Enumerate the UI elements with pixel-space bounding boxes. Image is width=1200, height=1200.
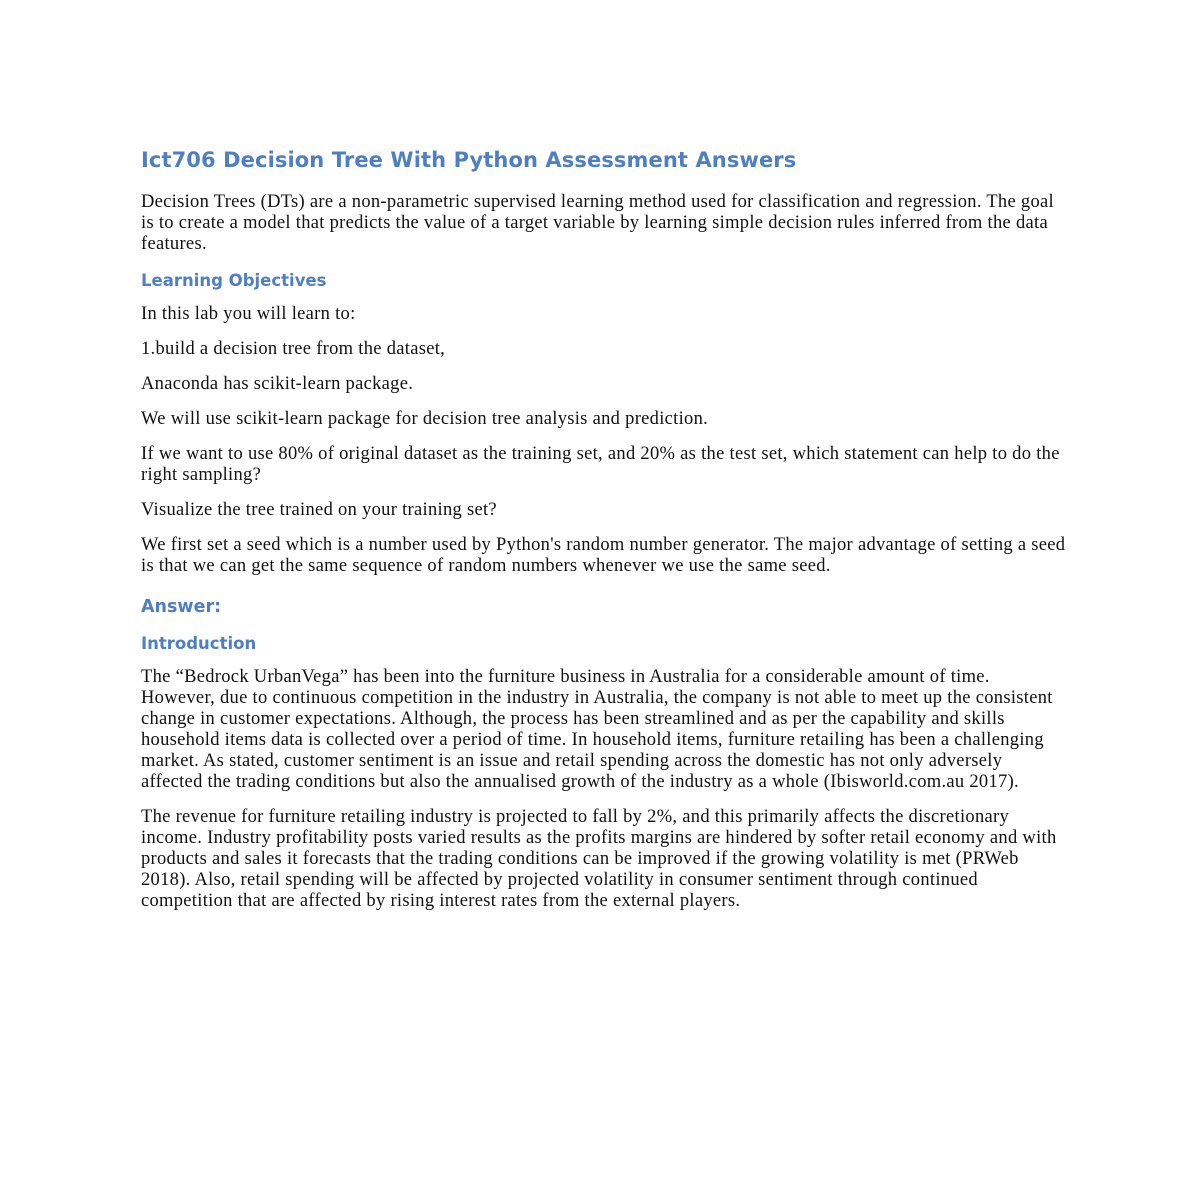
learning-objectives-heading: Learning Objectives: [141, 271, 327, 290]
objective-paragraph: We first set a seed which is a number used by Python's random number generator. The major advantage of setting a seed is that we can get the same sequence of random numbers whenever we use the same seed.: [141, 535, 1066, 576]
introduction-heading: Introduction: [141, 634, 257, 653]
document-title: Ict706 Decision Tree With Python Assessment Answers: [141, 148, 797, 172]
introduction-paragraph: The “Bedrock UrbanVega” has been into the furniture business in Australia for a considerable amount of time. However, due to continuous competition in the industry in Australia, the company is not able to meet up the consistent change in customer expectations. Although, the process has been streamlined and as per the capability and skills household items data is collected over a period of time. In household items, furniture retailing has been a challenging market. As stated, customer sentiment is an issue and retail spending across the domestic has not only adversely affected the trading conditions but also the annualised growth of the industry as a whole (Ibisworld.com.au 2017).: [141, 667, 1053, 792]
objective-paragraph: If we want to use 80% of original dataset as the training set, and 20% as the test set, which statement can help to do the right sampling?: [141, 444, 1060, 485]
answer-heading: Answer:: [141, 597, 222, 617]
objective-paragraph: Visualize the tree trained on your training set?: [141, 500, 497, 520]
objective-paragraph: In this lab you will learn to:: [141, 304, 356, 324]
intro-paragraph: Decision Trees (DTs) are a non-parametric supervised learning method used for classification and regression. The goal is to create a model that predicts the value of a target variable by learning simple decision rules inferred from the data features.: [141, 192, 1054, 254]
objective-paragraph: We will use scikit-learn package for decision tree analysis and prediction.: [141, 409, 709, 429]
objective-paragraph: Anaconda has scikit-learn package.: [141, 374, 414, 394]
introduction-paragraph: The revenue for furniture retailing industry is projected to fall by 2%, and this primarily affects the discretionary income. Industry profitability posts varied results as the profits margins are hindered by softer retail economy and with products and sales it forecasts that the trading conditions can be improved if the growing volatility is met (PRWeb 2018). Also, retail spending will be affected by projected volatility in consumer sentiment through continued competition that are affected by rising interest rates from the external players.: [141, 807, 1057, 911]
objective-paragraph: 1.build a decision tree from the dataset,: [141, 339, 446, 359]
document-page: [141, 145, 1066, 926]
